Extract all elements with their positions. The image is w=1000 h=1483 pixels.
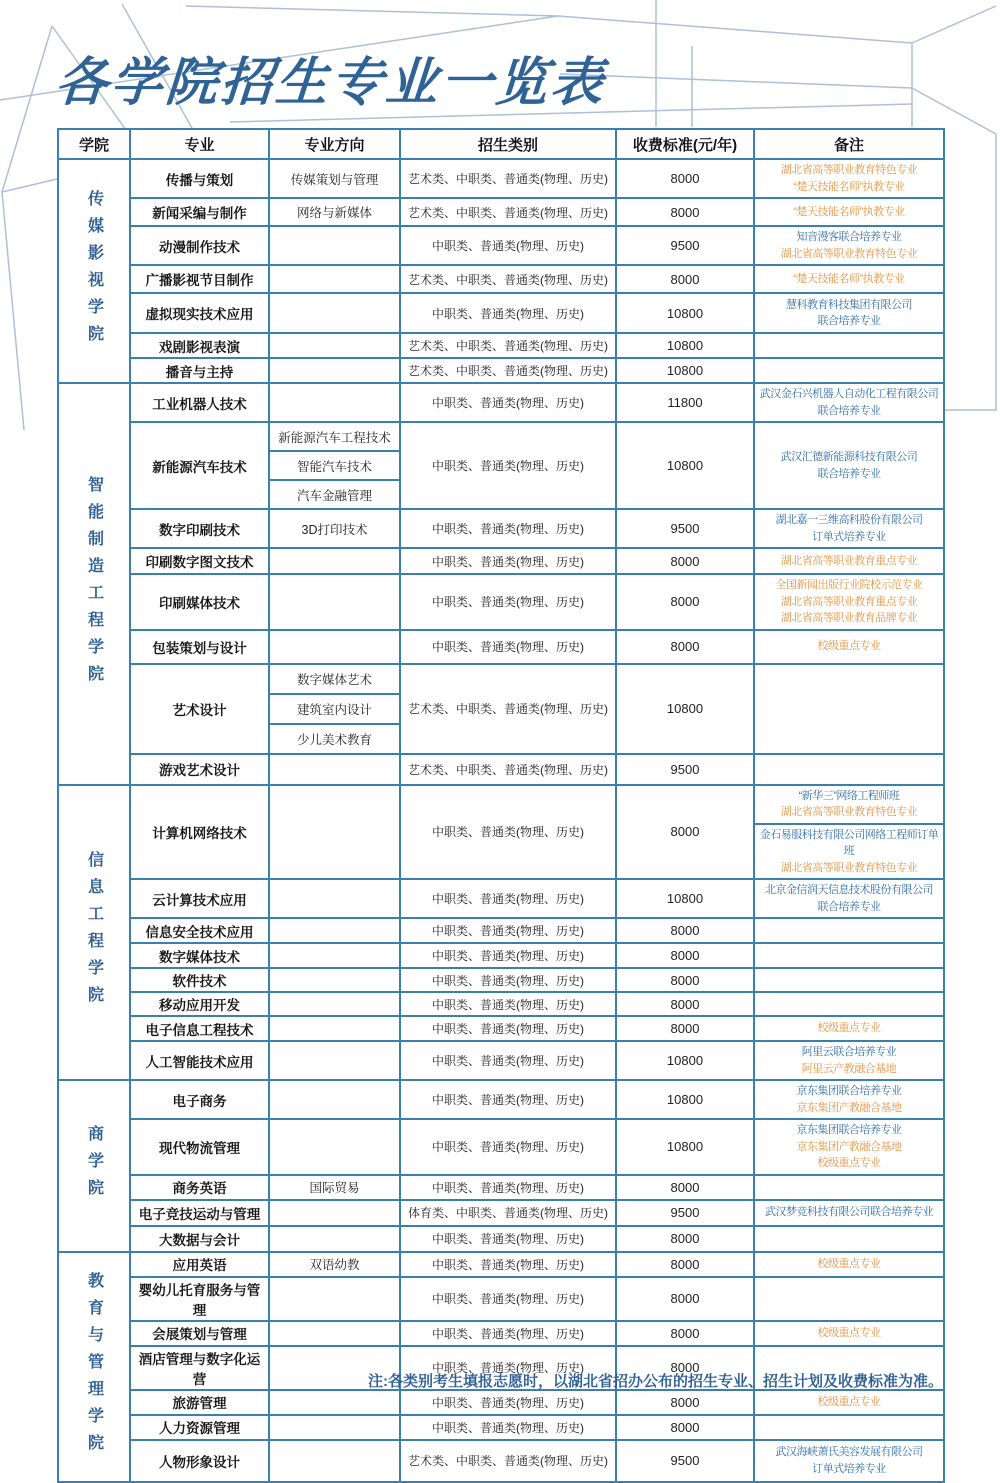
category-cell: 中职类、普通类(物理、历史) [400,1415,616,1440]
major-cell: 游戏艺术设计 [130,754,269,785]
remark-line: 湖北省高等职业教育特色专业 [780,861,918,874]
fee-cell: 9500 [616,754,754,785]
remark-line: 联合培养专业 [817,467,881,480]
remark-line: 湖北嘉一三维高科股份有限公司 [775,514,923,526]
remark-cell [754,1175,944,1200]
category-cell: 体育类、中职类、普通类(物理、历史) [400,1200,616,1226]
fee-cell: 8000 [616,159,754,198]
major-cell: 播音与主持 [130,358,269,383]
table-row [58,992,944,1016]
table-row [58,754,944,785]
major-cell: 戏剧影视表演 [130,333,269,358]
remark-cell [754,664,944,754]
category-cell: 中职类、普通类(物理、历史) [400,1390,616,1415]
category-cell: 中职类、普通类(物理、历史) [400,509,616,548]
fee-cell: 9500 [616,1440,754,1482]
table-row [58,1226,944,1252]
category-cell: 艺术类、中职类、普通类(物理、历史) [400,198,616,226]
direction-cell [269,1080,400,1119]
remark-cell [754,574,944,630]
remark-cell [754,754,944,785]
major-cell: 数字印刷技术 [130,509,269,548]
remark-line: 校级重点专业 [817,1022,881,1035]
fee-cell: 8000 [616,918,754,943]
direction-cell [269,1119,400,1175]
direction-cell: 少儿美术教育 [269,724,400,754]
remark-cell [754,1252,944,1277]
major-cell: 人力资源管理 [130,1415,269,1440]
direction-cell: 数字媒体艺术 [269,664,400,694]
category-cell: 中职类、普通类(物理、历史) [400,943,616,968]
category-cell: 中职类、普通类(物理、历史) [400,293,616,333]
fee-cell: 9500 [616,509,754,548]
table-row [58,548,944,574]
remark-line: “新华三”网络工程师班 [798,789,900,802]
remark-cell [754,918,944,943]
table-row [58,159,944,198]
remark-line: 订单式培养专业 [812,1462,886,1475]
category-cell: 中职类、普通类(物理、历史) [400,1252,616,1277]
direction-cell [269,226,400,265]
major-cell: 工业机器人技术 [130,383,269,422]
remark-cell [754,358,944,383]
direction-cell [269,879,400,918]
direction-cell [269,383,400,422]
direction-cell: 国际贸易 [269,1175,400,1200]
remark-cell [754,1041,944,1080]
major-cell: 软件技术 [130,968,269,992]
table-row [58,664,944,694]
remark-line: 阿里云联合培养专业 [801,1046,897,1058]
remark-line: 湖北省高等职业教育重点专业 [780,554,918,567]
direction-cell [269,1321,400,1346]
remark-cell [754,992,944,1016]
college-cell: 商学院 [58,1080,130,1252]
remark-cell [754,1016,944,1041]
category-cell: 中职类、普通类(物理、历史) [400,918,616,943]
direction-cell [269,1200,400,1226]
remark-line: 湖北省高等职业教育特色专业 [780,806,918,818]
major-cell: 商务英语 [130,1175,269,1200]
remark-cell [754,968,944,992]
category-cell: 中职类、普通类(物理、历史) [400,630,616,664]
remark-cell [754,824,944,880]
major-cell: 印刷媒体技术 [130,574,269,630]
remark-line: 湖北省高等职业教育特色专业 [780,164,918,176]
category-cell: 中职类、普通类(物理、历史) [400,1321,616,1346]
header-direction: 专业方向 [269,129,400,159]
fee-cell: 10800 [616,293,754,333]
table-row [58,1390,944,1415]
table-row [58,630,944,664]
remark-cell [754,1226,944,1252]
table-row [58,1440,944,1482]
table-row [58,358,944,383]
category-cell: 中职类、普通类(物理、历史) [400,1080,616,1119]
table-row [58,943,944,968]
remark-cell [754,879,944,918]
remark-cell [754,159,944,198]
major-cell: 新能源汽车技术 [130,422,269,509]
remark-cell [754,943,944,968]
remark-line: 武汉汇德新能源科技有限公司 [780,451,918,463]
table-row [58,879,944,918]
remark-line: 北京金信润天信息技术股份有限公司 [765,884,933,896]
major-cell: 电子竞技运动与管理 [130,1200,269,1226]
fee-cell: 10800 [616,333,754,358]
header-row [58,129,944,159]
fee-cell: 8000 [616,943,754,968]
remark-line: “楚天技能名师”执教专业 [793,272,905,285]
remark-cell [754,1390,944,1415]
remark-line: 知音漫客联合培养专业 [796,231,902,243]
table-row [58,574,944,630]
direction-cell: 新能源汽车工程技术 [269,422,400,451]
direction-cell: 3D打印技术 [269,509,400,548]
direction-cell: 建筑室内设计 [269,694,400,724]
remark-cell [754,293,944,333]
major-cell: 广播影视节目制作 [130,265,269,293]
college-cell: 传媒影视学院 [58,159,130,383]
category-cell: 中职类、普通类(物理、历史) [400,422,616,509]
category-cell: 艺术类、中职类、普通类(物理、历史) [400,664,616,754]
category-cell: 中职类、普通类(物理、历史) [400,383,616,422]
category-cell: 中职类、普通类(物理、历史) [400,785,616,880]
remark-line: “楚天技能名师”执教专业 [793,180,905,193]
major-cell: 印刷数字图文技术 [130,548,269,574]
remark-line: 武汉金石兴机器人自动化工程有限公司 [759,388,939,400]
major-cell: 信息安全技术应用 [130,918,269,943]
table-row [58,1175,944,1200]
remark-line: 金石易服科技有限公司网络工程师订单班 [759,828,939,857]
remark-line: 校级重点专业 [817,1257,881,1270]
remark-line: “楚天技能名师”执教专业 [793,205,905,218]
fee-cell: 8000 [616,1415,754,1440]
category-cell: 中职类、普通类(物理、历史) [400,879,616,918]
table-row [58,1119,944,1175]
direction-cell [269,574,400,630]
remark-line: 校级重点专业 [817,1326,881,1339]
fee-cell: 8000 [616,1016,754,1041]
category-cell: 中职类、普通类(物理、历史) [400,548,616,574]
major-cell: 大数据与会计 [130,1226,269,1252]
table-row [58,293,944,333]
fee-cell: 8000 [616,1346,754,1390]
remark-line: 湖北省高等职业教育品牌专业 [780,612,918,624]
header-major: 专业 [130,129,269,159]
remark-line: 校级重点专业 [817,1395,881,1408]
major-cell: 动漫制作技术 [130,226,269,265]
direction-cell [269,333,400,358]
header-college: 学院 [58,129,130,159]
direction-cell [269,1016,400,1041]
footnote: 注:各类别考生填报志愿时，以湖北省招办公布的招生专业、招生计划及收费标准为准。 [368,1373,943,1390]
category-cell: 中职类、普通类(物理、历史) [400,992,616,1016]
table-row [58,1016,944,1041]
table-row [58,333,944,358]
direction-cell [269,548,400,574]
fee-cell: 8000 [616,198,754,226]
major-cell: 人工智能技术应用 [130,1041,269,1080]
major-cell: 虚拟现实技术应用 [130,293,269,333]
remark-cell [754,1415,944,1440]
fee-cell: 8000 [616,1321,754,1346]
major-cell: 艺术设计 [130,664,269,754]
remark-cell [754,1119,944,1175]
direction-cell: 传媒策划与管理 [269,159,400,198]
college-cell: 信息工程学院 [58,785,130,1081]
remark-line: 订单式培养专业 [812,530,886,543]
fee-cell: 10800 [616,1119,754,1175]
direction-cell [269,1277,400,1321]
fee-cell: 9500 [616,226,754,265]
fee-cell: 8000 [616,574,754,630]
table-row [58,226,944,265]
direction-cell [269,992,400,1016]
direction-cell [269,630,400,664]
remark-cell [754,785,944,824]
remark-line: 京东集团联合培养专业 [796,1124,902,1136]
fee-cell: 8000 [616,1252,754,1277]
category-cell: 中职类、普通类(物理、历史) [400,574,616,630]
category-cell: 艺术类、中职类、普通类(物理、历史) [400,265,616,293]
major-cell: 新闻采编与制作 [130,198,269,226]
remark-line: 校级重点专业 [817,1157,881,1169]
fee-cell: 8000 [616,1277,754,1321]
table-row [58,383,944,422]
direction-cell: 智能汽车技术 [269,451,400,480]
remark-cell [754,265,944,293]
fee-cell: 10800 [616,1041,754,1080]
category-cell: 中职类、普通类(物理、历史) [400,1041,616,1080]
remark-cell [754,422,944,509]
direction-cell [269,1390,400,1415]
remark-cell [754,548,944,574]
major-cell: 云计算技术应用 [130,879,269,918]
remark-line: 联合培养专业 [817,900,881,913]
direction-cell [269,293,400,333]
enrollment-table [57,128,945,1483]
direction-cell: 双语幼教 [269,1252,400,1277]
fee-cell: 8000 [616,1175,754,1200]
category-cell: 中职类、普通类(物理、历史) [400,226,616,265]
remark-cell [754,509,944,548]
table-row [58,785,944,824]
major-cell: 电子信息工程技术 [130,1016,269,1041]
remark-cell [754,383,944,422]
direction-cell [269,943,400,968]
remark-line: 京东集团产教融合基地 [796,1101,902,1114]
remark-line: 京东集团产教融合基地 [796,1140,902,1153]
table-row [58,422,944,451]
fee-cell: 8000 [616,1390,754,1415]
fee-cell: 8000 [616,630,754,664]
fee-cell: 11800 [616,383,754,422]
major-cell: 应用英语 [130,1252,269,1277]
table-row [58,265,944,293]
direction-cell [269,1415,400,1440]
remark-line: 联合培养专业 [817,404,881,417]
remark-line: 慧科教育科技集团有限公司 [786,298,912,311]
college-cell: 教育与管理学院 [58,1252,130,1482]
header-category: 招生类别 [400,129,616,159]
table-row [58,1080,944,1119]
direction-cell [269,1041,400,1080]
remark-cell [754,333,944,358]
fee-cell: 8000 [616,968,754,992]
remark-cell [754,1277,944,1321]
remark-cell [754,630,944,664]
direction-cell [269,918,400,943]
fee-cell: 9500 [616,1200,754,1226]
remark-line: 武汉梦竞科技有限公司联合培养专业 [765,1206,933,1219]
remark-line: 阿里云产教融合基地 [801,1062,897,1075]
category-cell: 中职类、普通类(物理、历史) [400,968,616,992]
direction-cell [269,968,400,992]
fee-cell: 10800 [616,664,754,754]
category-cell: 中职类、普通类(物理、历史) [400,1119,616,1175]
page-title: 各学院招生专业一览表 [53,52,608,113]
category-cell: 中职类、普通类(物理、历史) [400,1226,616,1252]
table-row [58,918,944,943]
major-cell: 传播与策划 [130,159,269,198]
remark-line: 湖北省高等职业教育特色专业 [780,247,918,260]
major-cell: 人物形象设计 [130,1440,269,1482]
table-row [58,198,944,226]
remark-cell [754,198,944,226]
direction-cell [269,785,400,880]
remark-line: 校级重点专业 [817,640,881,653]
fee-cell: 8000 [616,548,754,574]
major-cell: 酒店管理与数字化运营 [130,1346,269,1390]
direction-cell [269,1226,400,1252]
category-cell: 艺术类、中职类、普通类(物理、历史) [400,754,616,785]
table-row [58,1200,944,1226]
major-cell: 数字媒体技术 [130,943,269,968]
major-cell: 现代物流管理 [130,1119,269,1175]
remark-line: 全国新闻出版行业院校示范专业 [775,579,923,591]
category-cell: 中职类、普通类(物理、历史) [400,1175,616,1200]
fee-cell: 8000 [616,992,754,1016]
remark-line: 联合培养专业 [817,315,881,327]
header-remark: 备注 [754,129,944,159]
table-row [58,968,944,992]
college-cell: 智能制造工程学院 [58,383,130,785]
category-cell: 中职类、普通类(物理、历史) [400,1277,616,1321]
category-cell: 艺术类、中职类、普通类(物理、历史) [400,333,616,358]
category-cell: 艺术类、中职类、普通类(物理、历史) [400,1440,616,1482]
fee-cell: 10800 [616,358,754,383]
major-cell: 旅游管理 [130,1390,269,1415]
direction-cell [269,1440,400,1482]
fee-cell: 10800 [616,879,754,918]
fee-cell: 10800 [616,1080,754,1119]
direction-cell: 网络与新媒体 [269,198,400,226]
header-fee: 收费标准(元/年) [616,129,754,159]
major-cell: 计算机网络技术 [130,785,269,880]
table-row [58,1415,944,1440]
category-cell: 中职类、普通类(物理、历史) [400,1016,616,1041]
major-cell: 包装策划与设计 [130,630,269,664]
fee-cell: 8000 [616,265,754,293]
major-cell: 婴幼儿托育服务与管理 [130,1277,269,1321]
remark-line: 湖北省高等职业教育重点专业 [780,595,918,608]
direction-cell [269,265,400,293]
major-cell: 电子商务 [130,1080,269,1119]
category-cell: 艺术类、中职类、普通类(物理、历史) [400,159,616,198]
remark-cell [754,226,944,265]
table-row [58,1041,944,1080]
remark-line: 武汉海峡萧氏美容发展有限公司 [775,1446,923,1458]
direction-cell [269,358,400,383]
table-row [58,509,944,548]
direction-cell: 汽车金融管理 [269,480,400,509]
category-cell: 中职类、普通类(物理、历史) [400,1346,616,1390]
major-cell: 会展策划与管理 [130,1321,269,1346]
fee-cell: 8000 [616,1226,754,1252]
remark-line: 京东集团联合培养专业 [796,1085,902,1097]
major-cell: 移动应用开发 [130,992,269,1016]
remark-cell [754,1321,944,1346]
remark-cell [754,1080,944,1119]
remark-cell [754,1200,944,1226]
category-cell: 艺术类、中职类、普通类(物理、历史) [400,358,616,383]
table-row [58,1321,944,1346]
table-row [58,1252,944,1277]
direction-cell [269,754,400,785]
table-row [58,1277,944,1321]
fee-cell: 8000 [616,785,754,880]
remark-cell [754,1440,944,1482]
fee-cell: 10800 [616,422,754,509]
